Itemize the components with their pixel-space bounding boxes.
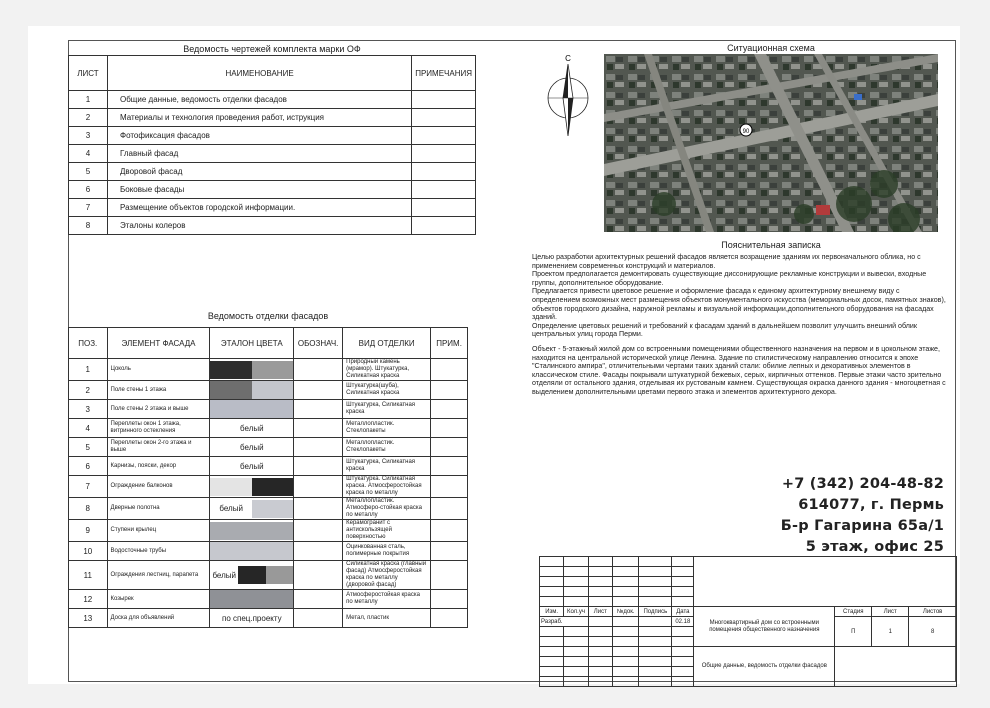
drawing-sheet-number: 8 [69,217,108,235]
finishing-row [69,590,468,609]
color-swatch-part [252,500,293,518]
finishing-note [431,476,468,498]
compass-letter: С [565,54,571,63]
finishing-row [69,381,468,400]
color-swatch-part [210,400,293,418]
finishing-note [431,457,468,476]
finishing-color [210,476,294,498]
drawing-name: Главный фасад [108,145,412,163]
color-swatch-part [266,566,294,584]
finishing-type: Оцинкованная сталь, полимерные покрытия [343,542,431,561]
color-swatch-part [210,361,251,379]
finishing-row [69,542,468,561]
finishing-row [69,419,468,438]
finishing-code [294,609,343,628]
finishing-element: Водосточные трубы [107,542,210,561]
finishing-color [210,381,294,400]
drawings-header-name: НАИМЕНОВАНИЕ [108,56,412,91]
finishing-code [294,590,343,609]
finishing-pos: 12 [69,590,108,609]
stamp-header-date: Дата [672,607,694,617]
finishing-note [431,542,468,561]
finishing-type: Керамогранит с антискользящей поверхностью [343,520,431,542]
finishing-pos: 13 [69,609,108,628]
finishing-type: Метал, пластик [343,609,431,628]
finishing-element: Ограждение балконов [107,476,210,498]
finishing-note [431,438,468,457]
color-swatch [210,400,293,418]
finishing-color [210,457,294,476]
stamp-header-change: Изм. [540,607,564,617]
finishing-code [294,457,343,476]
note-title: Пояснительная записка [721,240,821,250]
drawings-row [69,181,476,199]
situation-title: Ситуационная схема [727,43,815,53]
drawings-row [69,199,476,217]
finishing-color [210,419,294,438]
finishing-color [210,359,294,381]
finishing-row [69,438,468,457]
drawing-name: Фотофиксация фасадов [108,127,412,145]
finishing-color [210,609,294,628]
drawing-note [412,181,476,199]
drawing-note [412,127,476,145]
finishing-row [69,457,468,476]
finishing-pos: 3 [69,400,108,419]
color-swatch-part: белый [210,566,238,584]
color-swatch [210,419,293,437]
finishing-note [431,359,468,381]
stamp-stage-header: Стадия [835,607,872,617]
drawings-row [69,109,476,127]
finishing-table [68,327,468,628]
drawing-sheet-number: 1 [69,91,108,109]
finishing-element: Карнизы, пояски, декор [107,457,210,476]
finishing-element: Переплеты окон 2-го этажа и выше [107,438,210,457]
finishing-header-code: ОБОЗНАЧ. [294,328,343,359]
finishing-pos: 1 [69,359,108,381]
stamp-lists-header: Листов [909,607,957,617]
color-swatch-part: белый [210,419,293,437]
note-paragraph: Проектом предполагается демонтировать существующие диссонирующие рекламные конструкции и вывески, входные группы, дополнительное оборудование. [532,270,927,287]
north-compass-icon [544,52,592,140]
finishing-row [69,400,468,419]
drawing-sheet-number: 2 [69,109,108,127]
stamp-stage: П [835,617,872,647]
finishing-pos: 5 [69,438,108,457]
finishing-pos: 9 [69,520,108,542]
color-swatch-part: белый [210,438,293,456]
drawings-header-sheet: ЛИСТ [69,56,108,91]
finishing-element: Дверные полотна [107,498,210,520]
drawing-note [412,163,476,181]
finishing-row [69,609,468,628]
finishing-header-pos: ПОЗ. [69,328,108,359]
drawing-sheet-number: 6 [69,181,108,199]
stamp-header-sheet: Лист [588,607,612,617]
drawing-name: Эталоны колеров [108,217,412,235]
finishing-code [294,542,343,561]
color-swatch-part: белый [210,457,293,475]
finishing-note [431,590,468,609]
stamp-header-qty: Кол.уч [564,607,588,617]
color-swatch-part: по спец.проекту [210,609,293,627]
finishing-note [431,561,468,590]
map-marker-label: 90 [742,129,750,135]
stamp-lists: 8 [909,617,957,647]
finishing-element: Поле стены 1 этажа [107,381,210,400]
finishing-note [431,498,468,520]
finishing-color [210,438,294,457]
finishing-note [431,419,468,438]
contact-block [781,474,944,558]
finishing-element: Ограждения лестниц, парапета [107,561,210,590]
finishing-color [210,498,294,520]
note-paragraph: Целью разработки архитектурных решений фасадов является возращение зданиям их первоначального облика, но с применением современных конструкций и материалов. [532,253,921,270]
color-swatch-part [252,361,293,379]
finishing-row [69,498,468,520]
drawing-sheet-number: 3 [69,127,108,145]
finishing-row [69,359,468,381]
finishing-title: Ведомость отделки фасадов [207,311,329,321]
drawings-title: Ведомость чертежей комплекта марки ОФ [183,44,361,54]
finishing-type: Штукатурка, Силикатная краска [343,457,431,476]
color-swatch [210,590,293,608]
finishing-header-color: ЭТАЛОН ЦВЕТА [210,328,294,359]
drawing-name: Материалы и технология проведения работ, иструкция [108,109,412,127]
finishing-element: Доска для объявлений [107,609,210,628]
finishing-code [294,476,343,498]
color-swatch [210,566,293,584]
finishing-note [431,609,468,628]
drawings-row [69,145,476,163]
drawing-note [412,199,476,217]
note-body [532,253,946,397]
color-swatch-part [238,566,266,584]
finishing-row [69,520,468,542]
finishing-header-notes: ПРИМ. [431,328,468,359]
stamp-list-header: Лист [872,607,909,617]
drawing-note [412,109,476,127]
finishing-element: Ступени крылец [107,520,210,542]
stamp-date: 02.18 [672,617,694,627]
finishing-code [294,419,343,438]
note-paragraph: Предлагается привести цветовое решение и оформление фасада к единому архитектурному внешнему виду с определением возможных мест размещения объектов монументального искусства (мемориальных досок, памятных знаков), объектов городского дизайна, наружной рекламы и визуальной информации,дополнительного оборудования на фасадах зданий. [532,287,946,322]
finishing-code [294,359,343,381]
finishing-color [210,590,294,609]
stamp-object: Многоквартирный дом со встроенными помещения общественного назначения [694,607,835,647]
finishing-pos: 10 [69,542,108,561]
color-swatch-part [252,381,293,399]
stamp-sheet-title: Общие данные, ведомость отделки фасадов [694,647,835,687]
finishing-type: Металлопластик. Атмосферо-стойкая краска по металлу [343,498,431,520]
finishing-color [210,542,294,561]
color-swatch [210,478,293,496]
finishing-color [210,400,294,419]
color-swatch [210,522,293,540]
contact-street: Б-р Гагарина 65а/1 [780,518,944,534]
drawing-name: Общие данные, ведомость отделки фасадов [108,91,412,109]
finishing-code [294,438,343,457]
drawings-row [69,217,476,235]
finishing-header-element: ЭЛЕМЕНТ ФАСАДА [107,328,210,359]
color-swatch-part [210,381,251,399]
finishing-header-finish: ВИД ОТДЕЛКИ [343,328,431,359]
color-swatch [210,381,293,399]
drawing-name: Боковые фасады [108,181,412,199]
drawing-note [412,217,476,235]
finishing-type: Металлопластик. Стеклопакеты [343,438,431,457]
contact-phone: +7 (342) 204-48-82 [781,476,944,492]
finishing-code [294,381,343,400]
color-swatch-part: белый [210,500,251,518]
drawing-sheet-number: 4 [69,145,108,163]
drawing-note [412,145,476,163]
color-swatch [210,609,293,627]
finishing-element: Козырек [107,590,210,609]
drawings-row [69,91,476,109]
drawings-table [68,55,476,235]
drawings-header-notes: ПРИМЕЧАНИЯ [412,56,476,91]
finishing-type: Природный камень (мрамор). Штукатурка, Силикатная краска [343,359,431,381]
finishing-pos: 7 [69,476,108,498]
note-paragraph: Объект - 5-этажный жилой дом со встроенными помещениями общественного назначения на первом и в цокольном этаже, находится на центральной исторической улице Ленина. Здание по стилистическому направлению относится к эпохе "Сталинского ампира", отличительными чертами таких зданий стали: обилие лепных и декоративных элементов в классическом стиле. Фасады покрывали штукатуркой бежевых, серых, кирпичных оттенков. Первые этажи часто зрительно отделяли от остального здания, отделывая их рустованым камнем. Существующая окраска данного здания - многоцветная с выделением дополнительными цветами первого этажа и элементов архитектурного декора. [532,344,946,396]
drawings-row [69,127,476,145]
finishing-color [210,561,294,590]
finishing-color [210,520,294,542]
stamp-list: 1 [872,617,909,647]
finishing-element: Цоколь [107,359,210,381]
finishing-note [431,520,468,542]
stamp-header-doc: №док. [612,607,638,617]
color-swatch [210,457,293,475]
finishing-pos: 4 [69,419,108,438]
finishing-element: Поле стены 2 этажа и выше [107,400,210,419]
finishing-row [69,476,468,498]
color-swatch-part [210,478,251,496]
note-paragraph: Определение цветовых решений и требований к фасадам зданий в дальнейшем позволит улучшить внешний облик центральных улиц города Перми. [532,321,917,339]
finishing-note [431,400,468,419]
stamp-role: Разраб. [540,617,589,627]
drawing-name: Размещение объектов городской информации. [108,199,412,217]
color-swatch [210,361,293,379]
finishing-row [69,561,468,590]
color-swatch-part [252,478,293,496]
drawing-note [412,91,476,109]
drawings-row [69,163,476,181]
title-block [539,556,957,687]
situation-map [604,54,938,232]
finishing-type: Штукатурка. Силикатная краска. Атмосферостойкая краска по металлу [343,476,431,498]
finishing-code [294,520,343,542]
contact-office: 5 этаж, офис 25 [805,539,944,555]
contact-city: 614077, г. Пермь [798,497,944,513]
finishing-type: Силикатная краска (главный фасад) Атмосферостойкая краска по металлу (дворовой фасад) [343,561,431,590]
stamp-header-signature: Подпись [639,607,672,617]
drawing-sheet-number: 7 [69,199,108,217]
finishing-note [431,381,468,400]
drawing-sheet-number: 5 [69,163,108,181]
color-swatch-part [210,590,293,608]
finishing-pos: 8 [69,498,108,520]
finishing-code [294,561,343,590]
color-swatch-part [210,522,293,540]
finishing-element: Переплеты окон 1 этажа, витринного остекления [107,419,210,438]
color-swatch [210,500,293,518]
finishing-pos: 11 [69,561,108,590]
finishing-type: Штукатурка(шуба), Силикатная краска [343,381,431,400]
finishing-code [294,400,343,419]
finishing-code [294,498,343,520]
drawing-name: Дворовой фасад [108,163,412,181]
finishing-type: Металлопластик. Стеклопакеты [343,419,431,438]
color-swatch [210,438,293,456]
finishing-type: Штукатурка, Силикатная краска [343,400,431,419]
finishing-pos: 2 [69,381,108,400]
finishing-pos: 6 [69,457,108,476]
finishing-type: Атмосферостойкая краска по металлу [343,590,431,609]
color-swatch [210,542,293,560]
color-swatch-part [210,542,293,560]
